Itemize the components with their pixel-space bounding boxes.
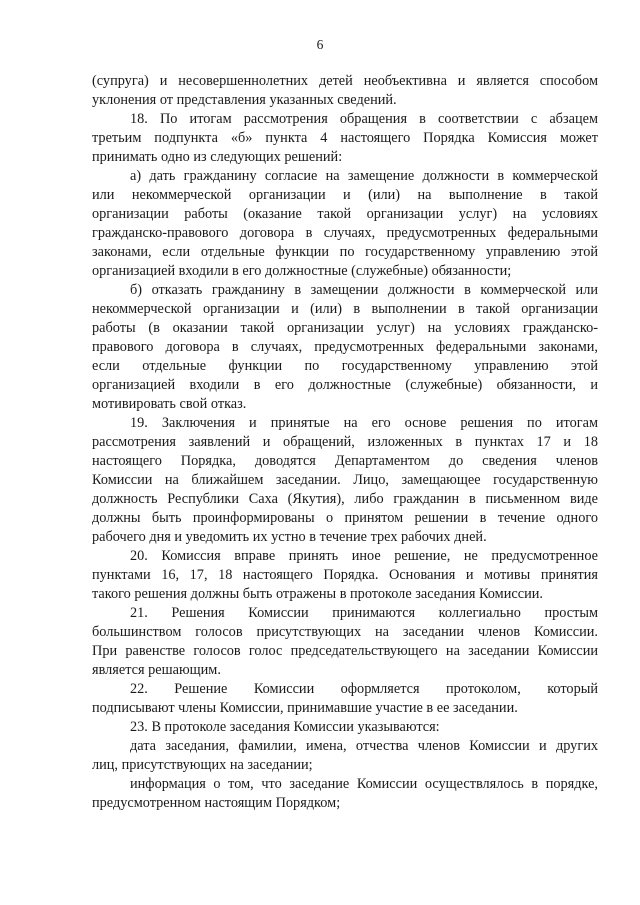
text-line: Комиссии на ближайшем заседании. Лицо, замещающее государственную bbox=[92, 472, 598, 488]
text-line: рабочего дня и уведомить их устно в течение трех рабочих дней. bbox=[92, 529, 487, 545]
text-line: большинством голосов присутствующих на заседании членов Комиссии. bbox=[92, 624, 598, 640]
text-line: подписывают члены Комиссии, принимавшие участие в ее заседании. bbox=[92, 700, 518, 716]
text-line: При равенстве голосов голос председательствующего на заседании Комиссии bbox=[92, 643, 598, 659]
text-line: рассмотрения заявлений и обращений, изложенных в пунктах 17 и 18 bbox=[92, 434, 598, 450]
text-line: а) дать гражданину согласие на замещение должности в коммерческой bbox=[130, 168, 598, 184]
text-line: гражданско-правового договора в случаях, предусмотренных федеральными bbox=[92, 225, 598, 241]
text-line: уклонения от представления указанных сведений. bbox=[92, 92, 397, 108]
document-body bbox=[92, 72, 598, 813]
text-line: 21. Решения Комиссии принимаются коллегиально простым bbox=[130, 605, 598, 621]
text-line: является решающим. bbox=[92, 662, 221, 678]
text-line: организации работы (оказание такой организации услуг) на условиях bbox=[92, 206, 598, 222]
text-line: правового договора в случаях, предусмотренных федеральными законами, bbox=[92, 339, 598, 355]
text-line: настоящего Порядка, доводятся Департаментом до сведения членов bbox=[92, 453, 598, 469]
text-line: информация о том, что заседание Комиссии осуществлялось в порядке, bbox=[130, 776, 598, 792]
text-line: 20. Комиссия вправе принять иное решение, не предусмотренное bbox=[130, 548, 598, 564]
text-line: работы (в оказании такой организации услуг) на условиях гражданско- bbox=[92, 320, 598, 336]
text-line: должность Республики Саха (Якутия), либо гражданин в письменном виде bbox=[92, 491, 598, 507]
text-line: лиц, присутствующих на заседании; bbox=[92, 757, 313, 773]
text-line: 19. Заключения и принятые на его основе решения по итогам bbox=[130, 415, 598, 431]
text-line: 22. Решение Комиссии оформляется протоколом, который bbox=[130, 681, 598, 697]
page-number: 6 bbox=[316, 37, 324, 52]
text-line: мотивировать свой отказ. bbox=[92, 396, 247, 412]
text-line: организацией входили в его должностные (служебные) обязанности; bbox=[92, 263, 512, 279]
text-line: третьим подпункта «б» пункта 4 настоящего Порядка Комиссия может bbox=[92, 130, 598, 146]
text-line: или некоммерческой организации и (или) на выполнение в такой bbox=[92, 187, 598, 203]
text-line: дата заседания, фамилии, имена, отчества членов Комиссии и других bbox=[130, 738, 598, 754]
text-line: (супруга) и несовершеннолетних детей необъективна и является способом bbox=[92, 73, 598, 89]
text-line: должны быть проинформированы о принятом решении в течение одного bbox=[92, 510, 598, 526]
text-line: некоммерческой организации и (или) в выполнении в такой организации bbox=[92, 301, 598, 317]
text-line: такого решения должны быть отражены в протоколе заседания Комиссии. bbox=[92, 586, 543, 602]
text-line: законами, если отдельные функции по государственному управлению этой bbox=[92, 244, 598, 260]
text-line: пунктами 16, 17, 18 настоящего Порядка. Основания и мотивы принятия bbox=[92, 567, 598, 583]
text-line: организацией входили в его должностные (служебные) обязанности, и bbox=[92, 377, 598, 393]
text-line: 23. В протоколе заседания Комиссии указываются: bbox=[130, 719, 440, 735]
text-line: если отдельные функции по государственному управлению этой bbox=[92, 358, 598, 374]
text-line: 18. По итогам рассмотрения обращения в соответствии с абзацем bbox=[130, 111, 598, 127]
text-line: б) отказать гражданину в замещении должности в коммерческой или bbox=[130, 282, 598, 298]
text-line: предусмотренном настоящим Порядком; bbox=[92, 795, 341, 811]
text-line: принимать одно из следующих решений: bbox=[92, 149, 343, 165]
